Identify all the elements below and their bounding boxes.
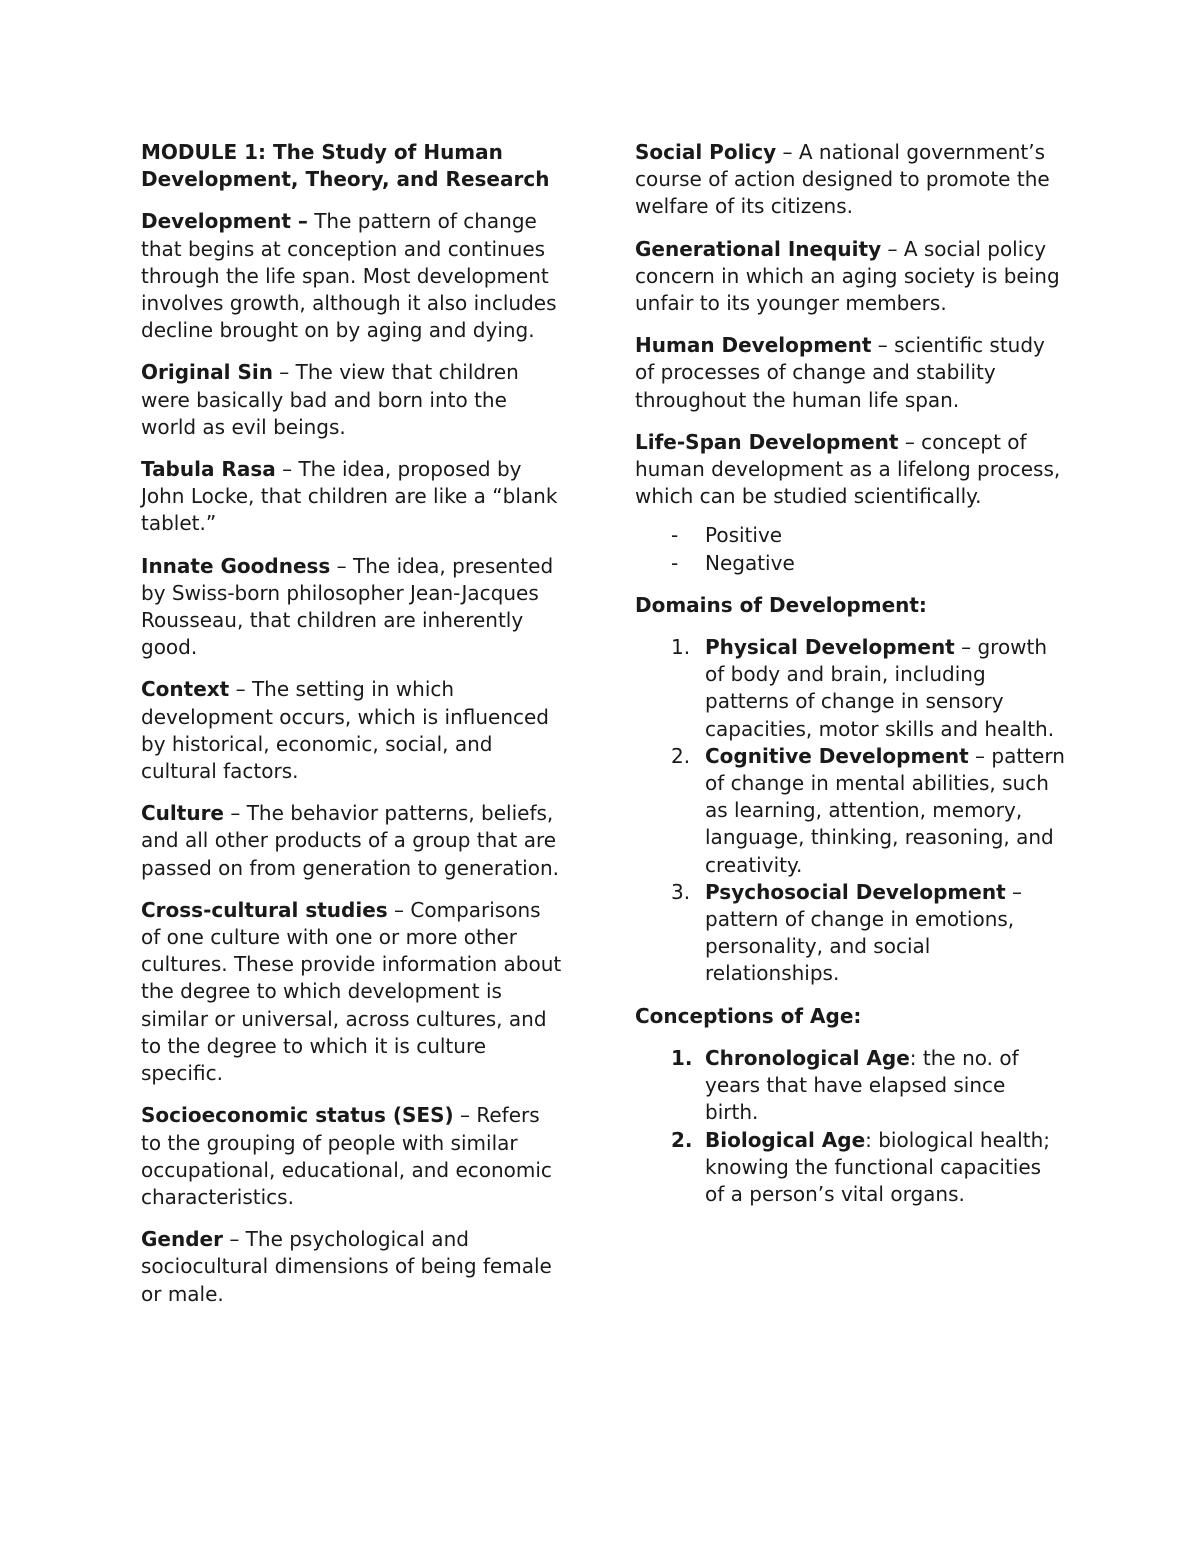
definition-entry [141,676,566,785]
definition-term: Physical Development [705,635,955,660]
definition-term: Psychosocial Development [705,879,1006,904]
definition-text: The pattern of change that begins at conception and continues through the life span. Most development involves growth, although it also includes decline brought on by aging and dying. [141,209,557,343]
definition-text: – The idea, presented by Swiss-born philosopher Jean-Jacques Rousseau, that children are inherently good. [141,553,554,660]
definition-text: – scientific study of processes of change and stability throughout the human life span. [635,333,1045,412]
list-item [635,743,1065,879]
list-number: 2. [671,1127,693,1152]
list-number: 1. [671,635,691,660]
definition-term: Gender [141,1227,223,1252]
domains-list [635,634,1065,988]
dash-list [635,522,1065,576]
definition-term: Original Sin [141,360,273,385]
definition-text: – A national government’s course of action designed to promote the welfare of its citizens. [635,140,1050,219]
definition-entry [141,1102,566,1211]
definition-term: Socioeconomic status (SES) [141,1103,454,1128]
definition-term: Human Development [635,333,872,358]
definition-text: – concept of human development as a lifelong process, which can be studied scientifically. [635,429,1061,509]
definition-entry [141,456,566,538]
left-column [141,139,566,1323]
list-item [635,1127,1065,1209]
list-item [635,1045,1065,1127]
list-number: 1. [671,1045,693,1070]
definition-term: Cross-cultural studies [141,897,388,922]
definition-text: – The setting in which development occurs, which is influenced by historical, economic, social, and cultural factors. [141,677,549,784]
definition-text: – growth of body and brain, including patterns of change in sensory capacities, motor skills and health. [705,635,1055,741]
definition-term: Development – [141,209,308,234]
definition-entry [635,236,1065,318]
definition-text: – The behavior patterns, beliefs, and all other products of a group that are passed on from generation to generation. [141,801,560,880]
list-item-text: Positive [705,523,783,548]
definition-term: Generational Inequity [635,236,882,261]
definition-text: – The view that children were basically bad and born into the world as evil beings. [141,360,519,439]
definition-text: – Refers to the grouping of people with similar occupational, educational, and economic characteristics. [141,1103,552,1209]
definition-entry [141,208,566,344]
list-item [635,879,1065,988]
definition-text: – The idea, proposed by John Locke, that children are like a “blank tablet.” [141,457,558,536]
definition-entry [635,332,1065,414]
definition-entry [635,139,1065,221]
list-number: 2. [671,743,691,768]
definition-entry [141,359,566,441]
definition-entry [141,897,566,1087]
definition-entry [635,429,1065,511]
list-item [635,634,1065,743]
list-dash: - [671,523,679,548]
definition-term: Context [141,677,230,702]
age-list [635,1045,1065,1208]
definition-entry [141,800,566,882]
definition-text: – pattern of change in emotions, personality, and social relationships. [705,879,1022,986]
section-heading-domains: Domains of Development: [635,592,927,617]
definition-term: Biological Age [705,1127,866,1152]
definition-term: Innate Goodness [141,553,331,578]
definition-text: : biological health; knowing the functional capacities of a person’s vital organs. [705,1127,1050,1206]
list-number: 3. [671,879,691,904]
definition-text: – pattern of change in mental abilities, such as learning, attention, memory, language, thinking, reasoning, and creativity. [705,743,1065,877]
list-item [635,550,1065,577]
list-dash: - [671,550,679,575]
definition-term: Social Policy [635,140,777,164]
list-item [635,522,1065,549]
definition-entry [141,1226,566,1308]
definition-text: – A social policy concern in which an aging society is being unfair to its younger members. [635,236,1060,316]
definition-text: – Comparisons of one culture with one or more other cultures. These provide information about the degree to which development is similar or universal, across cultures, and to the degree to which it is culture specific. [141,897,562,1086]
right-column [635,139,1065,1223]
list-item-text: Negative [705,550,795,575]
definition-text: : the no. of years that have elapsed since birth. [705,1045,1019,1125]
section-heading-age: Conceptions of Age: [635,1003,862,1028]
definition-term: Cognitive Development [705,743,969,768]
definition-term: Life-Span Development [635,429,899,454]
definition-term: Culture [141,801,224,826]
definition-term: Tabula Rasa [141,457,276,482]
definition-entry [141,553,566,662]
module-title: MODULE 1: The Study of Human Development, Theory, and Research [141,140,550,192]
definition-text: – The psychological and sociocultural dimensions of being female or male. [141,1227,552,1306]
definition-term: Chronological Age [705,1045,910,1070]
